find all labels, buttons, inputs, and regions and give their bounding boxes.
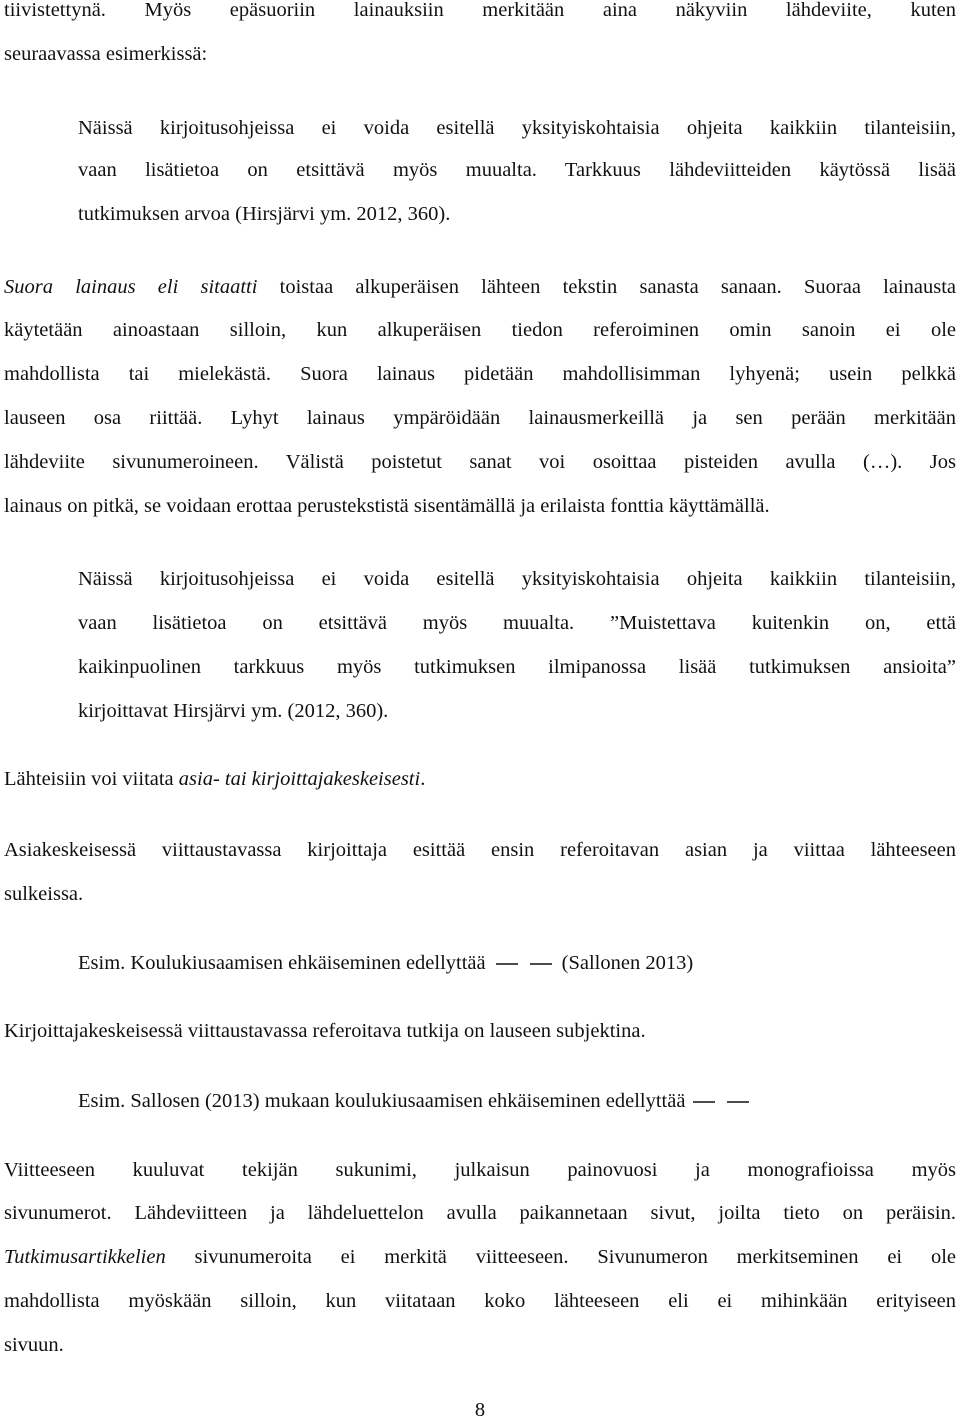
paragraph-6-line-1: Viitteeseen kuuluvat tekijän sukunimi, julkaisun painovuosi ja monografioissa myös	[4, 1159, 956, 1181]
example-1: Esim. Koulukiusaamisen ehkäiseminen edellyttää (Sallonen 2013)	[78, 952, 694, 974]
quote-2-line-1: Näissä kirjoitusohjeissa ei voida esitellä yksityiskohtaisia ohjeita kaikkiin tilanteisiin,	[78, 568, 956, 590]
quote-1-line-3: tutkimuksen arvoa (Hirsjärvi ym. 2012, 360).	[78, 203, 451, 225]
term-asia-kirjoittajakeskeisesti: asia- tai kirjoittajakeskeisesti	[178, 768, 421, 790]
paragraph-6-line-5: sivuun.	[4, 1334, 64, 1356]
paragraph-6-line-4: mahdollista myöskään silloin, kun viitataan koko lähteeseen eli ei mihinkään erityiseen	[4, 1290, 956, 1312]
dash-mark	[492, 958, 556, 970]
paragraph-2-line-6: lainaus on pitkä, se voidaan erottaa perustekstistä sisentämällä ja erilaista fonttia käyttämällä.	[4, 495, 770, 517]
paragraph-2-line-3: mahdollista tai mielekästä. Suora lainaus pidetään mahdollisimman lyhyenä; usein pelkkä	[4, 363, 956, 385]
paragraph-2-line-4: lauseen osa riittää. Lyhyt lainaus ympäröidään lainausmerkeillä ja sen perään merkitään	[4, 407, 956, 429]
dash-mark	[689, 1096, 753, 1108]
quote-2-line-4: kirjoittavat Hirsjärvi ym. (2012, 360).	[78, 700, 389, 722]
paragraph-2-line-5: lähdeviite sivunumeroineen. Välistä poistetut sanat voi osoittaa pisteiden avulla (…). Jos	[4, 451, 956, 473]
example-2: Esim. Sallosen (2013) mukaan koulukiusaamisen ehkäiseminen edellyttää	[78, 1091, 757, 1112]
quote-2-line-2: vaan lisätietoa on etsittävä myös muualta. ”Muistettava kuitenkin on, että	[78, 612, 956, 634]
quote-1-line-1: Näissä kirjoitusohjeissa ei voida esitellä yksityiskohtaisia ohjeita kaikkiin tilanteisiin,	[78, 117, 956, 139]
paragraph-3: Lähteisiin voi viitata asia- tai kirjoittajakeskeisesti.	[4, 768, 426, 790]
page-number: 8	[474, 1399, 486, 1421]
term-suora-lainaus: Suora lainaus eli sitaatti	[4, 276, 258, 298]
quote-2-line-3: kaikinpuolinen tarkkuus myös tutkimuksen ilmipanossa lisää tutkimuksen ansioita”	[78, 656, 956, 678]
paragraph-4-line-2: sulkeissa.	[4, 883, 84, 905]
paragraph-2-line-1: Suora lainaus eli sitaatti toistaa alkuperäisen lähteen tekstin sanasta sanaan. Suoraa lainausta	[4, 276, 956, 298]
paragraph-2-line-2: käytetään ainoastaan silloin, kun alkuperäisen tiedon referoiminen omin sanoin ei ole	[4, 319, 956, 341]
paragraph-6-line-2: sivunumerot. Lähdeviitteen ja lähdeluettelon avulla paikannetaan sivut, joilta tieto on peräisin.	[4, 1202, 956, 1224]
paragraph-5: Kirjoittajakeskeisessä viittaustavassa referoitava tutkija on lauseen subjektina.	[4, 1020, 646, 1042]
term-tutkimusartikkelien: Tutkimusartikkelien	[4, 1246, 166, 1268]
quote-1-line-2: vaan lisätietoa on etsittävä myös muualta. Tarkkuus lähdeviitteiden käytössä lisää	[78, 159, 956, 181]
paragraph-1-line-1: tiivistettynä. Myös epäsuoriin lainauksiin merkitään aina näkyviin lähdeviite, kuten	[4, 0, 956, 21]
paragraph-6-line-3: Tutkimusartikkelien sivunumeroita ei merkitä viitteeseen. Sivunumeron merkitseminen ei ole	[4, 1246, 956, 1268]
paragraph-1-line-2: seuraavassa esimerkissä:	[4, 43, 208, 65]
paragraph-4-line-1: Asiakeskeisessä viittaustavassa kirjoittaja esittää ensin referoitavan asian ja viittaa lähteeseen	[4, 839, 956, 861]
